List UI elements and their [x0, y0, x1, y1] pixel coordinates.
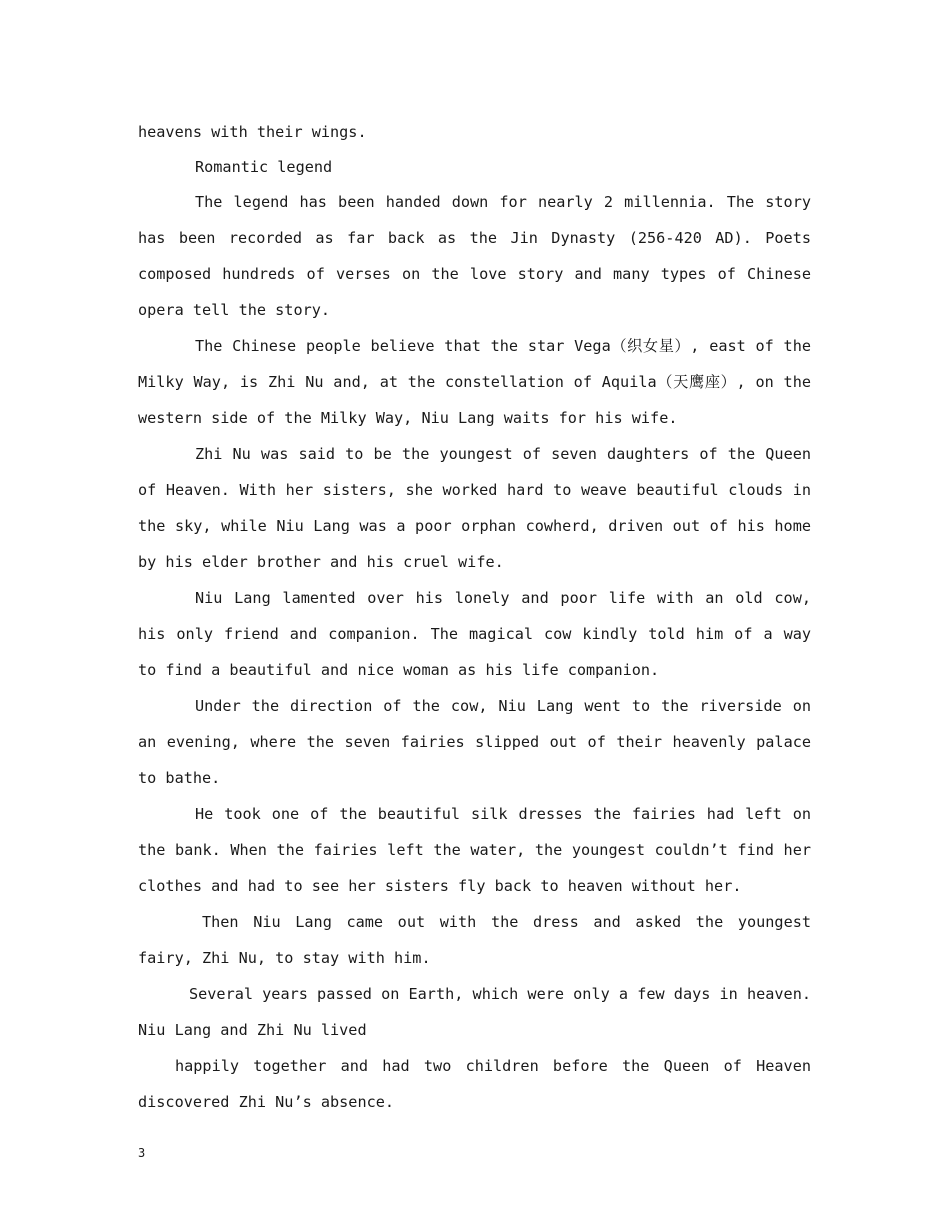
paragraph: The Chinese people believe that the star Vega（织女星）, east of the Milky Way, is Zhi Nu and, at the constellation of Aquila（天鹰座）, on the western side of the Milky Way, Niu Lang waits for his wife.: [138, 337, 811, 427]
paragraph: Then Niu Lang came out with the dress and asked the youngest fairy, Zhi Nu, to stay with him.: [138, 913, 811, 967]
document-body: [138, 114, 811, 1120]
paragraph: happily together and had two children before the Queen of Heaven discovered Zhi Nu’s absence.: [138, 1057, 811, 1111]
page-number: 3: [138, 1146, 146, 1160]
section-heading: Romantic legend: [195, 158, 333, 176]
paragraph: He took one of the beautiful silk dresses the fairies had left on the bank. When the fairies left the water, the youngest couldn’t find her clothes and had to see her sisters fly back to heaven without her.: [138, 805, 811, 895]
paragraph: Zhi Nu was said to be the youngest of seven daughters of the Queen of Heaven. With her sisters, she worked hard to weave beautiful clouds in the sky, while Niu Lang was a poor orphan cowherd, driven out of his home by his elder brother and his cruel wife.: [138, 445, 811, 571]
paragraph: Niu Lang lamented over his lonely and poor life with an old cow, his only friend and companion. The magical cow kindly told him of a way to find a beautiful and nice woman as his life companion.: [138, 589, 811, 679]
paragraph: The legend has been handed down for nearly 2 millennia. The story has been recorded as far back as the Jin Dynasty (256-420 AD). Poets composed hundreds of verses on the love story and many types of Chinese opera tell the story.: [138, 193, 811, 319]
paragraph: Under the direction of the cow, Niu Lang went to the riverside on an evening, where the seven fairies slipped out of their heavenly palace to bathe.: [138, 697, 811, 787]
paragraph: Several years passed on Earth, which were only a few days in heaven. Niu Lang and Zhi Nu lived: [138, 985, 811, 1039]
paragraph-continuation: heavens with their wings.: [138, 123, 367, 141]
